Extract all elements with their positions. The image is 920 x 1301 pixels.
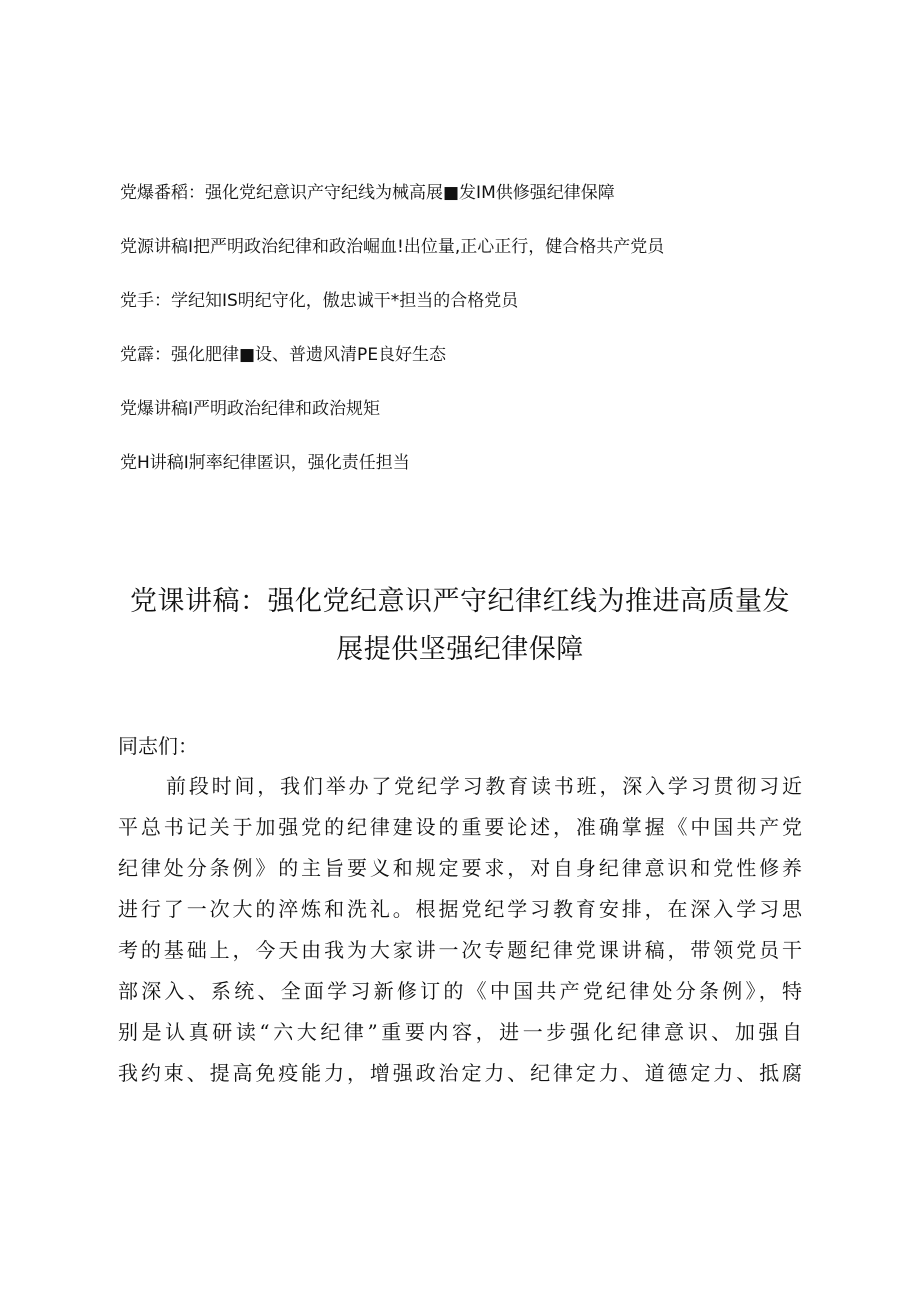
article-body [118,728,802,1094]
paragraph-line: 纪律处分条例》的主旨要义和规定要求，对自身纪律意识和党性修养 [118,856,802,880]
paragraph-line: 进行了一次大的淬炼和洗礼。根据党纪学习教育安排，在深入学习思 [118,897,802,921]
paragraph-line: 部深入、系统、全面学习新修订的《中国共产党纪律处分条例》，特 [118,979,802,1003]
title-line-1: 党课讲稿：强化党纪意识严守纪律红线为推进高质量发 [130,586,790,617]
toc-item: 党爆讲稿I严明政治纪律和政治规矩 [120,399,381,419]
paragraph-line: 平总书记关于加强党的纪律建设的重要论述，准确掌握《中国共产党 [118,815,802,839]
toc-item: 党H讲稿I牁率纪律匿识，强化责任担当 [120,453,410,473]
paragraph-line: 前段时间，我们举办了党纪学习教育读书班，深入学习贯彻习近 [166,774,802,798]
toc-item: 党霹：强化肥律■设、普遗风清PE良好生态 [120,345,447,365]
toc-item: 党爆番稻：强化党纪意识产守纪线为械高展■发IM供修强纪律保障 [120,183,615,203]
paragraph [118,766,802,1094]
toc-item: 党手：学纪知IS明纪守化，傲忠诚干*担当的合格党员 [120,291,519,311]
toc-item: 党源讲稿I把严明政治纪律和政治崛血!出位量,正心正行，健合格共产党员 [120,237,665,257]
paragraph-line: 考的基础上，今天由我为大家讲一次专题纪律党课讲稿，带领党员干 [118,938,802,962]
table-of-contents [120,182,820,506]
salutation: 同志们： [118,734,198,758]
title-line-2: 展提供坚强纪律保障 [336,634,584,665]
paragraph-line: 别是认真研读“六大纪律”重要内容，进一步强化纪律意识、加强自 [118,1020,802,1044]
article-title [80,578,840,674]
paragraph-line: 我约束、提高免疫能力，增强政治定力、纪律定力、道德定力、抵腐 [118,1061,802,1085]
